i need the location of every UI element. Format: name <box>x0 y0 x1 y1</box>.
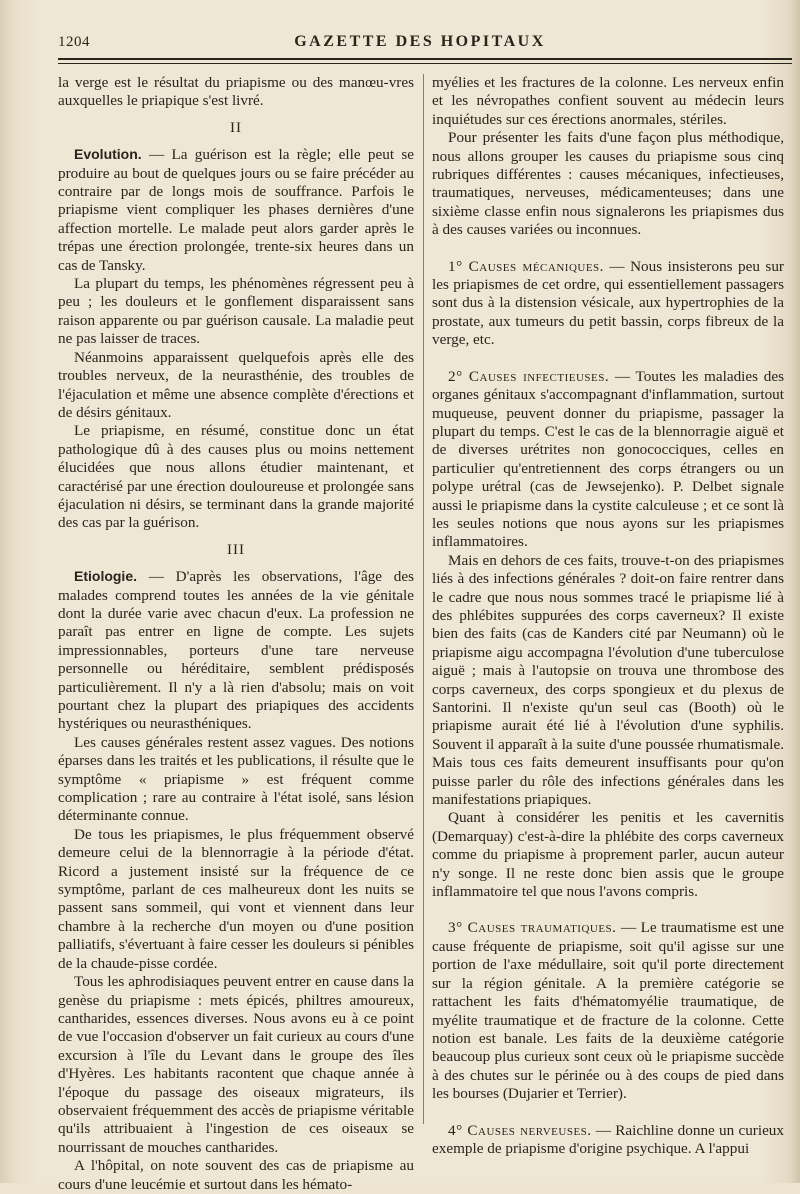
paragraph-causes-traumatiques <box>432 919 784 1103</box>
paragraph: Le priapisme, en résumé, constitue donc un état pathologique dû à des causes plus ou moins nettement élucidées que nous allons étudier maintenant, et caractérisé par une érection douloureuse et prolongée sans éjaculation ni désirs, se terminant dans la grande majorité des cas par la guérison. <box>58 422 414 532</box>
right-column <box>432 74 784 1158</box>
journal-title: GAZETTE DES HOPITAUX <box>294 33 546 50</box>
page-header <box>58 30 782 54</box>
subheading-causes-nerveuses: 4° Causes nerveuses. <box>448 1121 592 1139</box>
section-number-iii: III <box>227 541 245 558</box>
paragraph-causes-nerveuses <box>432 1122 784 1159</box>
section-heading-evolution: Evolution. <box>74 146 142 163</box>
paragraph-text: — Le traumatisme est une cause fréquente de priapisme, soit qu'il agisse sur une portion de l'axe médullaire, soit qu'il porte directement sur la région génitale. A la première catégorie se rattachent les faits d'hématomyélie traumatique, de myélite traumatique et de fracture de la colonne. Cette notion est banale. Les faits de la deuxième catégorie beaucoup plus curieux sont ceux où le priapisme succède à des chutes sur le périnée ou à des coups de pied dans les bourses (Dujarier et Terrier). <box>432 919 785 1103</box>
header-rule-thin <box>58 63 792 64</box>
paragraph-text: — Toutes les maladies des organes génitaux s'accompagnant d'inflammation, surtout muqueuse, peuvent donner du priapisme, passager la plupart du temps. C'est le cas de la blennorragie aiguë et de diverses urétrites non gonococciques, celles en particulier qu'entretiennent des corps étrangers ou un polype urétral (cas de Jewsejenko). P. Delbet signale aussi le priapisme dans la cystite calculeuse ; et ce sont là les seules notions que nous ayons sur les priapismes inflammatoires. <box>432 367 784 551</box>
paragraph: Quant à considérer les penitis et les cavernitis (Demarquay) c'est-à-dire la phlébite des corps caverneux comme du priapisme à proprement parler, aucun auteur n'y songe. Il ne reste donc bien assis que le groupe inflammatoire tel que nous l'avons compris. <box>432 809 784 901</box>
paragraph: De tous les priapismes, le plus fréquemment observé demeure celui de la blennorragie à la période d'état. Ricord a justement insisté sur la fréquence de ce symptôme, parlant de ces malheureux dont les nuits se passent sans sommeil, qui vont et viennent dans leur chambre à la recherche d'un moyen ou d'une position palliatifs, s'évertuant à faire cesser les douleurs si pénibles de la chaude-pisse cordée. <box>58 825 414 972</box>
paragraph-causes-infectieuses <box>432 368 784 552</box>
section-number-ii: II <box>230 119 242 136</box>
paragraph-text: — Nous insisterons peu sur les priapismes de cet ordre, qui essentiellement passagers sont dus à la distension vésicale, aux hypertrophies de la prostate, aux tumeurs du petit bassin, corps fibreux de la verge, etc. <box>432 257 784 349</box>
section-heading-etiologie: Etiologie. <box>74 568 137 585</box>
paragraph: A l'hôpital, on note souvent des cas de priapisme au cours d'une leucémie et surtout dans les hémato- <box>58 1157 414 1193</box>
subheading-causes-infectieuses: 2° Causes infectieuses. <box>448 367 610 385</box>
subheading-causes-traumatiques: 3° Causes traumatiques. <box>448 919 617 937</box>
subheading-causes-mecaniques: 1° Causes mécaniques. <box>448 257 604 275</box>
paragraph-text: — D'après les observations, l'âge des malades comprend toutes les années de la vie génitale dont la durée varie avec chacun d'eux. La profession ne paraît pas entrer en ligne de compte. Les sujets impressionnables, porteurs d'une tare nerveuse personnelle ou héréditaire, semblent prédisposés particulièrement. Il n'y a là rien d'absolu; mais on voit pourtant chez la plupart des priapiques des accidents hystériques ou neurasthéniques. <box>58 568 414 733</box>
paragraph: La plupart du temps, les phénomènes régressent peu à peu ; les douleurs et le gonflement disparaissent sans raison apparente ou par guérison causale. La maladie peut ne pas laisser de traces. <box>58 275 414 348</box>
paragraph: Les causes générales restent assez vagues. Des notions éparses dans les traités et les publications, il résulte que le symptôme « priapisme » est fréquent comme complication ; rare au contraire à l'état isolé, sans lésion déterminante connue. <box>58 733 414 825</box>
paragraph-etiologie <box>58 567 414 734</box>
paragraph: myélies et les fractures de la colonne. Les nerveux enfin et les névropathes confient souvent au médecin leurs inquiétudes sur ces érections anormales, stériles. <box>432 74 784 128</box>
paragraph-text: — Raichline donne un curieux exemple de priapisme d'origine psychique. A l'appui <box>432 1121 784 1157</box>
paragraph: Tous les aphrodisiaques peuvent entrer en cause dans la genèse du priapisme : mets épicés, philtres amoureux, cantharides, essences diverses. Nous avons eu à ce point de vue l'occasion d'observer un fait curieux au cours d'une excursion à l'île du Levant dans le groupe des îles d'Hyères. Les habitants racontent que chaque année à l'époque du passage des oiseaux migrateurs, ils observaient fréquemment des accès de priapisme véritable qu'ils attribuaient à l'ingestion de ces oiseaux se nourrissant de mouches cantharides. <box>58 973 414 1156</box>
header-rule-thick <box>58 58 792 60</box>
paragraph: Mais en dehors de ces faits, trouve-t-on des priapismes liés à des infections générales ? doit-on faire rentrer dans le cadre que nous nous sommes tracé le priapisme lié à des phlébites suppurées des corps caverneux? Il existe bien des faits (cas de Kanders cité par Neumann) où le priapisme aigu accompagna l'évolution d'une tuberculose aiguë ; mais à l'autopsie on trouva une thrombose des corps caverneux, des corps spongieux et du plexus de Santorini. Il n'existe qu'un seul cas (Booth) où le priapisme aurait été lié à l'évolution d'une syphilis. Souvent il apparaît à la suite d'une poussée rhumatismale. Mais tous ces faits demeurent insuffisants pour qu'on puisse parler du rôle des infections générales dans les manifestations priapiques. <box>432 551 784 809</box>
paragraph-evolution <box>58 145 414 275</box>
paragraph: la verge est le résultat du priapisme ou des manœu-vres auxquelles le priapique s'est livré. <box>58 74 414 110</box>
left-column <box>58 74 414 1194</box>
paragraph: Néanmoins apparaissent quelquefois après elle des troubles nerveux, de la neurasthénie, des troubles de l'éjaculation et même une absence complète d'érections et de désirs génitaux. <box>58 348 414 421</box>
column-divider <box>423 74 424 1124</box>
paragraph: Pour présenter les faits d'une façon plus méthodique, nous allons grouper les causes du priapisme sous cinq rubriques différentes : causes mécaniques, infectieuses, traumatiques, nerveuses, médicamenteuses; dans une sixième classe enfin nous signalerons les priapismes dus à des causes variées ou inconnues. <box>432 129 784 239</box>
paragraph-causes-mecaniques <box>432 258 784 350</box>
page-number: 1204 <box>58 34 90 50</box>
paragraph-text: — La guérison est la règle; elle peut se produire au bout de quelques jours ou se faire précéder au contraire par de longs mois de souffrance. Parfois le priapisme vient compliquer les phases dernières d'une affection mortelle. Le malade peut alors garder après le trépas une érection prolongée, trente-six heures dans un cas de Tansky. <box>58 146 414 274</box>
